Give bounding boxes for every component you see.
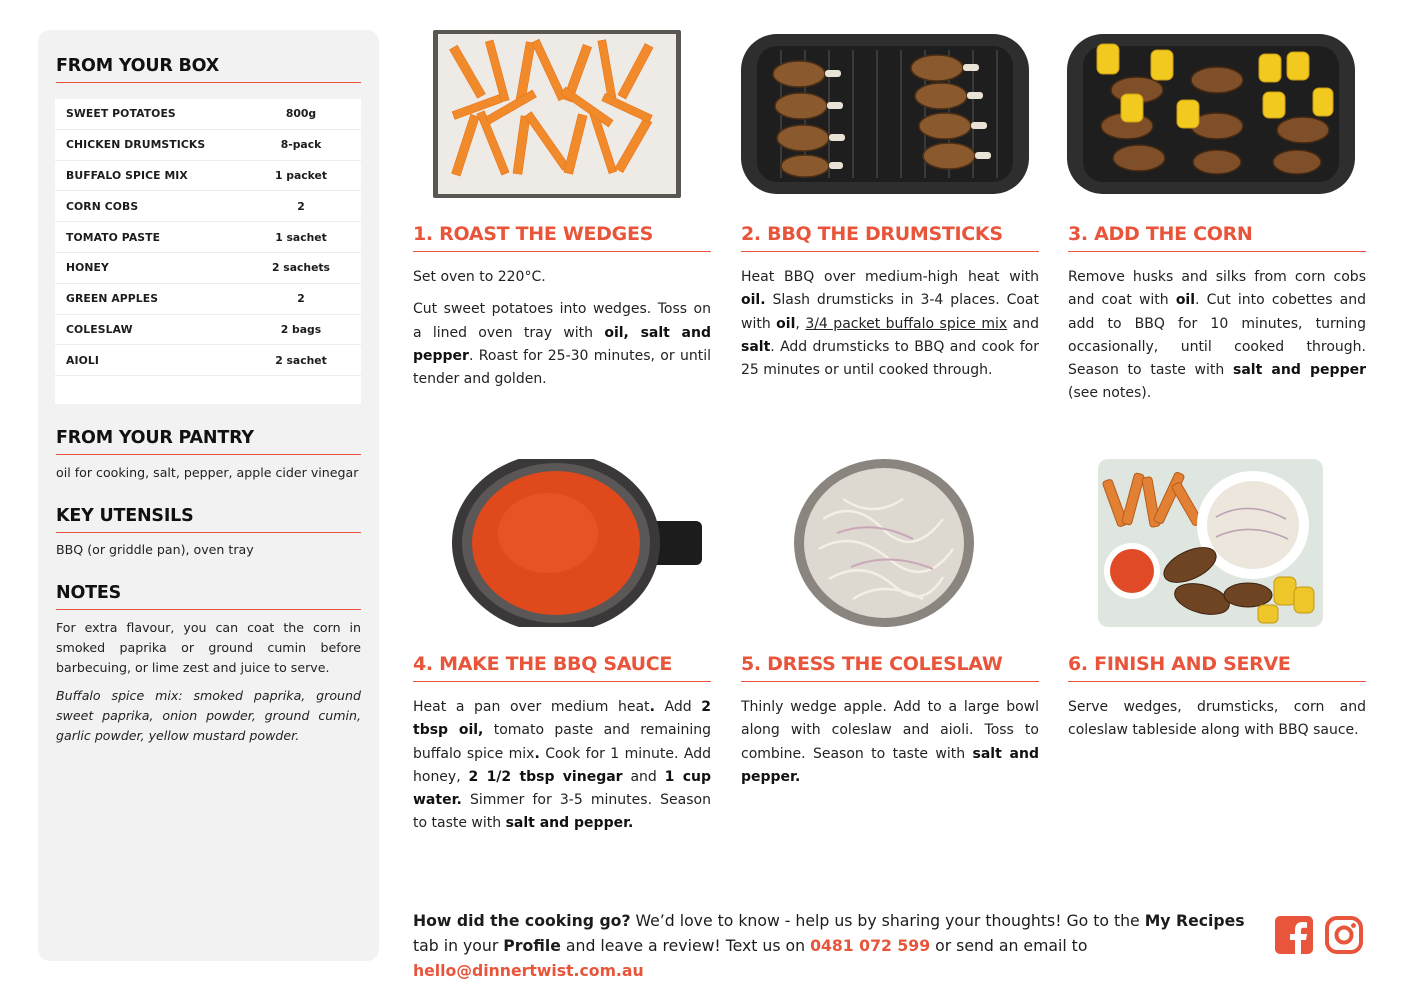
- ingredient-qty: 1 sachet: [275, 230, 327, 244]
- step-1-instructions: [413, 266, 711, 400]
- phone-link[interactable]: 0481 072 599: [810, 936, 931, 955]
- notes-title: NOTES: [56, 583, 361, 610]
- step-3-title: 3. ADD THE CORN: [1068, 223, 1366, 252]
- ingredient-name: SWEET POTATOES: [66, 107, 176, 121]
- ingredient-qty: 8-pack: [280, 138, 322, 152]
- key-utensils-title: KEY UTENSILS: [56, 506, 361, 533]
- table-row: [55, 284, 361, 315]
- ingredient-qty: 800g: [285, 107, 317, 121]
- footer-question: How did the cooking go?: [413, 911, 631, 930]
- ingredient-qty: 2: [297, 199, 305, 213]
- ingredient-name: AIOLI: [66, 353, 99, 367]
- ingredients-sidebar: [38, 30, 379, 961]
- ingredient-name: BUFFALO SPICE MIX: [66, 168, 188, 182]
- table-row: [55, 345, 361, 376]
- facebook-icon[interactable]: [1275, 916, 1313, 954]
- table-row: [55, 253, 361, 284]
- step-5-instructions: [741, 696, 1039, 798]
- step-1-title: 1. ROAST THE WEDGES: [413, 223, 711, 252]
- step-3-paragraph: Remove husks and silks from corn cobs and coat with oil. Cut into cobettes and add to BBQ for 10 minutes, turning occasionally, until cooked through. Season to taste with salt and pepper (see notes).: [1068, 269, 1366, 402]
- ingredient-name: CORN COBS: [66, 199, 139, 213]
- profile-label: Profile: [503, 936, 561, 955]
- step-5-image: [793, 459, 975, 627]
- table-row: [55, 99, 361, 130]
- step-3-instructions: [1068, 266, 1366, 415]
- step-2-paragraph: Heat BBQ over medium-high heat with oil. Slash drumsticks in 3-4 places. Coat with oil, 3/4 packet buffalo spice mix and salt. Add drumsticks to BBQ and cook for 25 minutes or until cooked through.: [741, 269, 1040, 379]
- ingredient-qty: 2 bags: [280, 322, 322, 336]
- ingredient-qty: 2: [297, 292, 305, 306]
- ingredient-name: CHICKEN DRUMSTICKS: [66, 138, 206, 152]
- step-2-instructions: [741, 266, 1039, 391]
- step-4-image: [452, 459, 702, 627]
- step-2-title: 2. BBQ THE DRUMSTICKS: [741, 223, 1039, 252]
- ingredient-name: TOMATO PASTE: [66, 230, 161, 244]
- step-4-paragraph: Heat a pan over medium heat. Add 2 tbsp oil, tomato paste and remaining buffalo spice mix. Cook for 1 minute. Add honey, 2 1/2 tbsp vinegar and 1 cup water. Simmer for 3-5 minutes. Season to taste with salt and pepper.: [413, 699, 711, 832]
- notes-spice-text: Buffalo spice mix: smoked paprika, ground sweet paprika, onion powder, ground cumin, garlic powder, yellow mustard powder.: [56, 688, 361, 743]
- step-6-instructions: [1068, 696, 1366, 752]
- table-row: [55, 130, 361, 161]
- ingredient-name: COLESLAW: [66, 322, 133, 336]
- ingredient-name: HONEY: [66, 261, 109, 275]
- step-1-image: [433, 30, 681, 198]
- step-5-title: 5. DRESS THE COLESLAW: [741, 653, 1039, 682]
- table-row: [55, 315, 361, 346]
- step-6-paragraph: Serve wedges, drumsticks, corn and coleslaw tableside along with BBQ sauce.: [1068, 699, 1366, 739]
- email-link[interactable]: hello@dinnertwist.com.au: [413, 961, 644, 980]
- ingredient-qty: 2 sachet: [275, 353, 327, 367]
- from-your-box-title: FROM YOUR BOX: [56, 56, 361, 83]
- step-2-image: [741, 34, 1029, 194]
- step-4-title: 4. MAKE THE BBQ SAUCE: [413, 653, 711, 682]
- notes-text: For extra flavour, you can coat the corn in smoked paprika or ground cumin before barbecuing, or lime zest and juice to serve.: [56, 620, 361, 675]
- pantry-text: oil for cooking, salt, pepper, apple cider vinegar: [56, 465, 359, 480]
- table-row: [55, 191, 361, 222]
- step-1-paragraph: Cut sweet potatoes into wedges. Toss on a lined oven tray with oil, salt and pepper. Roast for 25-30 minutes, or until tender and golden.: [413, 301, 711, 388]
- table-row: [55, 161, 361, 192]
- step-4-instructions: [413, 696, 711, 845]
- ingredient-qty: 2 sachets: [272, 261, 330, 275]
- utensils-text: BBQ (or griddle pan), oven tray: [56, 542, 254, 557]
- ingredient-qty: 1 packet: [274, 168, 328, 182]
- ingredient-name: GREEN APPLES: [66, 292, 159, 306]
- from-your-pantry-title: FROM YOUR PANTRY: [56, 428, 361, 455]
- step-6-image: [1098, 459, 1323, 627]
- table-row: [55, 222, 361, 253]
- instagram-icon[interactable]: [1325, 916, 1363, 954]
- step-3-image: [1067, 34, 1355, 194]
- step-6-title: 6. FINISH AND SERVE: [1068, 653, 1366, 682]
- my-recipes-label: My Recipes: [1144, 911, 1245, 930]
- step-5-paragraph: Thinly wedge apple. Add to a large bowl along with coleslaw and aioli. Toss to combine. Season to taste with salt and pepper.: [741, 699, 1039, 785]
- ingredients-table: [55, 99, 361, 404]
- feedback-footer: How did the cooking go? We’d love to know - help us by sharing your thoughts! Go to the My Recipes tab in your Profile and leave a review! Text us on 0481 072 599 or send an email to hello@dinnertwist.com.au: [413, 911, 1245, 980]
- step-1-line: Set oven to 220°C.: [413, 269, 546, 285]
